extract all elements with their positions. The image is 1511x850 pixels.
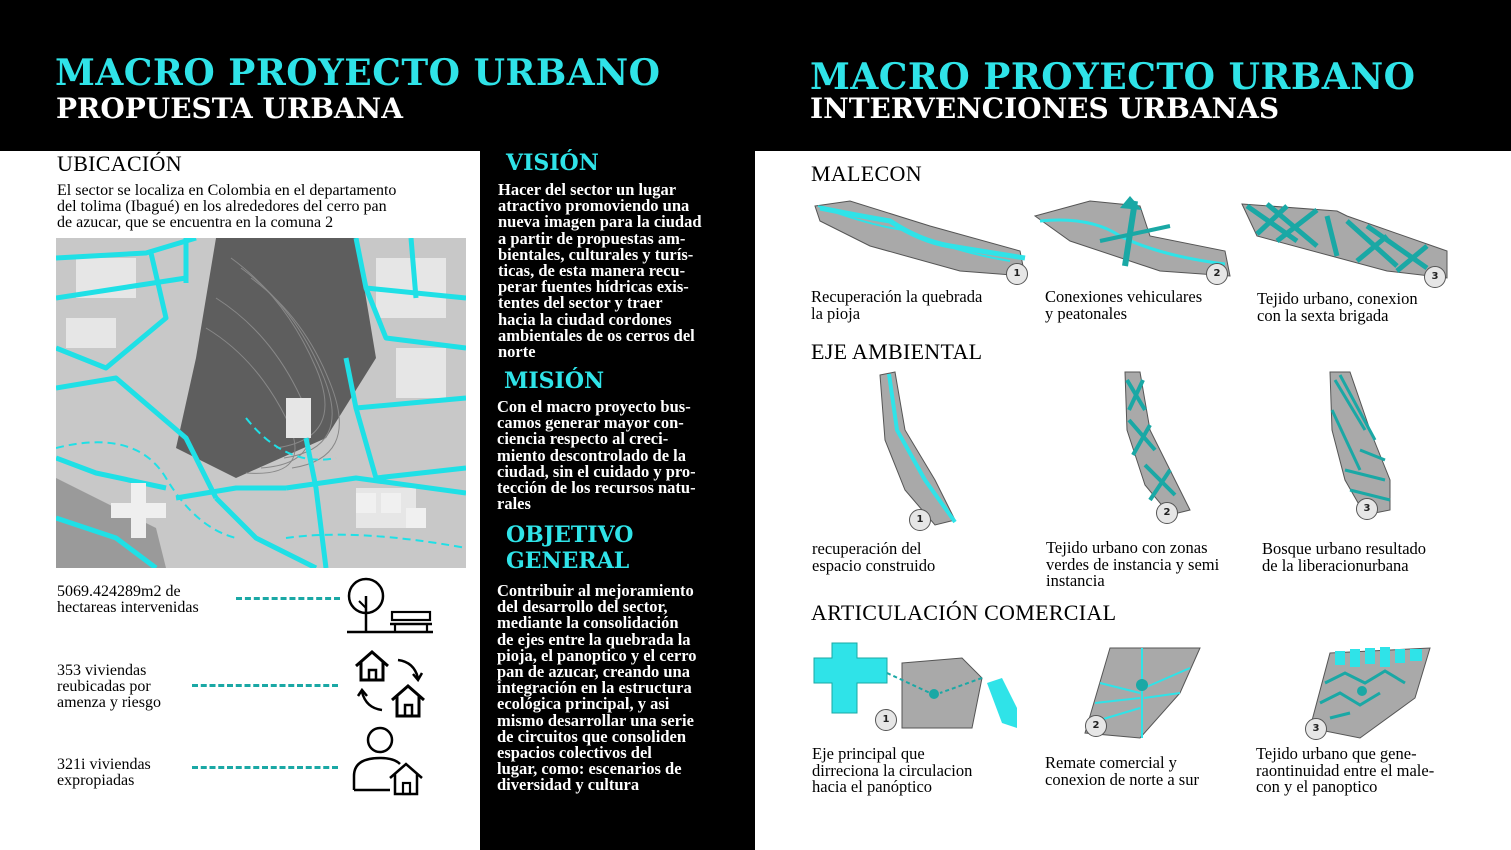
- vision-line: norte: [498, 342, 536, 362]
- caption-line: raontinuidad entre el male-: [1256, 760, 1435, 780]
- tree-bench-icon: [345, 576, 435, 636]
- eje-diagram-1: [875, 370, 965, 530]
- stat-line: hectareas intervenidas: [57, 599, 199, 616]
- right-subtitle: INTERVENCIONES URBANAS: [810, 92, 1280, 125]
- malecon-badge: 2: [1206, 263, 1228, 285]
- caption-line: Tejido urbano que gene-: [1256, 744, 1417, 763]
- objetivo-line: diversidad y cultura: [497, 775, 640, 795]
- objetivo-heading: [506, 522, 633, 574]
- objetivo-line: espacios colectivos del: [497, 743, 652, 763]
- caption-line: Tejido urbano, conexion: [1257, 289, 1418, 308]
- left-title: MACRO PROYECTO URBANO: [55, 52, 661, 94]
- ubicacion-line: El sector se localiza en Colombia en el departamento: [57, 182, 397, 199]
- mision-heading: MISIÓN: [504, 368, 605, 394]
- caption-line: recuperación del: [812, 539, 922, 558]
- vision-line: hacia la ciudad cordones: [498, 309, 672, 329]
- articulacion-diagram-3: [1300, 643, 1435, 743]
- malecon-diagram-1: [810, 196, 1035, 286]
- articulacion-badge: 1: [875, 709, 897, 731]
- person-house-icon: [350, 724, 430, 798]
- objetivo-line: de ejes entre la quebrada la: [497, 629, 691, 649]
- malecon-caption-2: [1045, 289, 1255, 322]
- stat-line: reubicadas por: [57, 678, 151, 695]
- articulacion-heading: ARTICULACIÓN COMERCIAL: [811, 600, 1117, 625]
- articulacion-caption-1: [812, 746, 1032, 796]
- objetivo-line: pioja, el panoptico y el cerro: [497, 645, 697, 665]
- caption-line: Conexiones vehiculares: [1045, 287, 1203, 306]
- articulacion-diagram-1: [812, 638, 1022, 738]
- caption-line: con la sexta brigada: [1257, 305, 1389, 325]
- eje-badge: 1: [909, 509, 931, 531]
- caption-line: con y el panoptico: [1256, 777, 1378, 796]
- caption-line: dirreciona la circulacion: [812, 760, 973, 780]
- vision-heading: VISIÓN: [506, 150, 599, 176]
- malecon-heading: MALECON: [811, 161, 922, 186]
- caption-line: Bosque urbano resultado: [1262, 539, 1427, 558]
- ubicacion-line: de azucar, que se encuentra en la comuna 2: [57, 214, 334, 231]
- vision-line: perar fuentes hídricas exis-: [498, 277, 689, 297]
- objetivo-heading-line: GENERAL: [506, 548, 630, 574]
- caption-line: hacia el panóptico: [812, 777, 933, 796]
- caption-line: la pioja: [811, 303, 861, 323]
- articulacion-caption-3: [1256, 746, 1476, 796]
- site-map-graphic: [56, 238, 466, 568]
- stat-hectareas: [57, 584, 247, 616]
- objetivo-line: ecológica principal, y asi: [497, 694, 670, 714]
- articulacion-badge: 3: [1305, 718, 1327, 740]
- stat-line: 5069.424289m2 de: [57, 583, 181, 600]
- caption-line: conexion de norte a sur: [1045, 769, 1199, 789]
- vision-line: bientales, culturales y turís-: [498, 244, 694, 264]
- eje-caption-1: [812, 541, 1032, 574]
- left-subtitle: PROPUESTA URBANA: [56, 92, 403, 125]
- vision-line: atractivo promoviendo una: [498, 196, 690, 216]
- malecon-caption-1: [811, 289, 1031, 322]
- stat-dash: [192, 684, 338, 687]
- articulacion-caption-2: [1045, 755, 1255, 788]
- vision-line: tentes del sector y traer: [498, 293, 663, 313]
- objetivo-line: de circuitos que consoliden: [497, 726, 687, 746]
- caption-line: espacio construido: [812, 555, 936, 575]
- caption-line: Remate comercial y: [1045, 753, 1177, 772]
- objetivo-line: Contribuir al mejoramiento: [497, 581, 694, 600]
- stat-line: 321i viviendas: [57, 756, 151, 773]
- mision-line: Con el macro proyecto bus-: [497, 397, 691, 416]
- vision-line: a partir de propuestas am-: [498, 228, 686, 248]
- houses-relocate-icon: [352, 648, 432, 720]
- caption-line: Tejido urbano con zonas: [1046, 538, 1208, 557]
- objetivo-line: mismo desarrollar una serie: [497, 710, 694, 730]
- objetivo-line: pan de azucar, creando una: [497, 662, 690, 682]
- mision-line: ciudad, sin el cuidado y pro-: [497, 461, 696, 481]
- objetivo-line: mediante la consolidación: [497, 613, 679, 633]
- objetivo-line: lugar, como: escenarios de: [497, 759, 682, 779]
- caption-line: de la liberacionurbana: [1262, 555, 1409, 575]
- malecon-diagram-2: [1030, 196, 1235, 286]
- ubicacion-heading: UBICACIÓN: [57, 151, 182, 176]
- eje-badge: 2: [1156, 502, 1178, 524]
- eje-diagram-2: [1115, 370, 1200, 525]
- malecon-diagram-3: [1237, 196, 1455, 288]
- eje-diagram-3: [1320, 370, 1400, 520]
- articulacion-diagram-2: [1080, 643, 1205, 743]
- objetivo-line: del desarrollo del sector,: [497, 597, 668, 617]
- malecon-badge: 1: [1006, 263, 1028, 285]
- mision-line: camos generar mayor con-: [497, 413, 684, 433]
- articulacion-badge: 2: [1085, 715, 1107, 737]
- stat-viviendas-expropiadas: [57, 757, 207, 789]
- stat-dash: [192, 766, 338, 769]
- eje-heading: EJE AMBIENTAL: [811, 339, 983, 364]
- mision-line: ciencia respecto al creci-: [497, 429, 669, 449]
- caption-line: instancia: [1046, 571, 1105, 590]
- eje-caption-3: [1262, 541, 1472, 574]
- stat-viviendas-reubicadas: [57, 663, 207, 711]
- stat-line: amenza y riesgo: [57, 694, 161, 711]
- vision-line: ticas, de esta manera recu-: [498, 261, 686, 281]
- right-title: MACRO PROYECTO URBANO: [810, 56, 1416, 98]
- mision-line: rales: [497, 494, 531, 514]
- stat-dash: [236, 597, 340, 600]
- eje-badge: 3: [1356, 498, 1378, 520]
- vision-line: ambientales de os cerros del: [498, 325, 695, 345]
- stat-line: expropiadas: [57, 772, 135, 789]
- vision-line: Hacer del sector un lugar: [498, 180, 677, 199]
- ubicacion-line: del tolima (Ibagué) en los alrededores del cerro pan: [57, 198, 387, 215]
- malecon-badge: 3: [1424, 266, 1446, 288]
- objetivo-heading-line: OBJETIVO: [506, 522, 634, 548]
- caption-line: Recuperación la quebrada: [811, 287, 983, 306]
- stat-line: 353 viviendas: [57, 662, 147, 679]
- vision-text: [498, 182, 748, 360]
- ubicacion-text: [57, 183, 477, 231]
- mision-line: tección de los recursos natu-: [497, 478, 696, 498]
- caption-line: Eje principal que: [812, 744, 925, 763]
- caption-line: y peatonales: [1045, 303, 1128, 323]
- objetivo-text: [497, 583, 747, 794]
- vision-line: nueva imagen para la ciudad: [498, 212, 702, 232]
- caption-line: verdes de instancia y semi: [1046, 554, 1220, 574]
- eje-caption-2: [1046, 540, 1256, 590]
- mision-text: [497, 399, 747, 512]
- malecon-caption-3: [1257, 291, 1477, 324]
- objetivo-line: integración en la estructura: [497, 678, 692, 698]
- site-map: [56, 238, 466, 568]
- mision-line: miento descontrolado de la: [497, 445, 686, 465]
